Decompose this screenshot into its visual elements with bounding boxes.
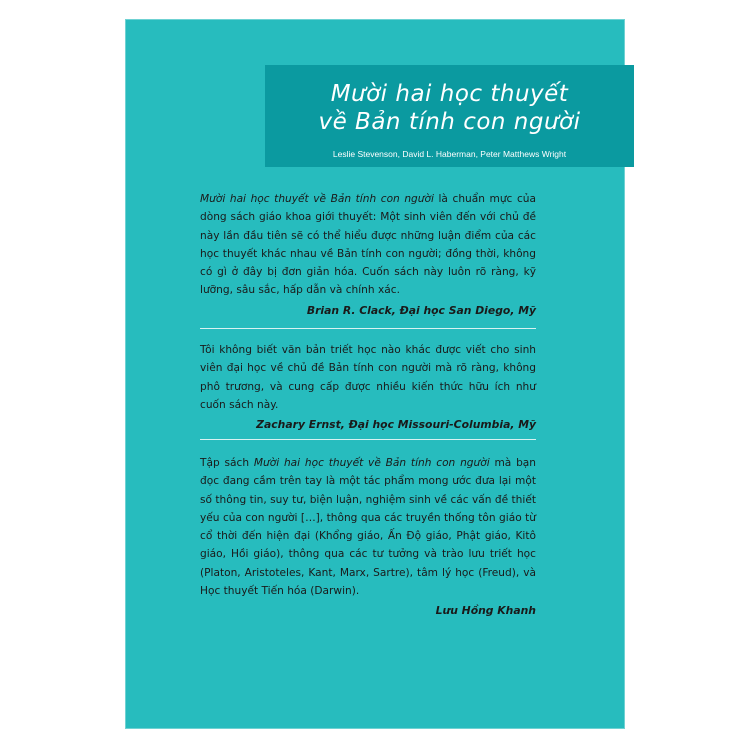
review-quote-2-body: Tôi không biết văn bản triết học nào khác được viết cho sinh viên đại học về chủ đề Bản tính con người mà rõ ràng, không phô trương, và cung cấp được nhiều kiến thức hữu ích như cuốn sách này. [200, 344, 536, 411]
review-quote-2 [200, 341, 536, 434]
book-title-line-1: Mười hai học thuyết [330, 81, 569, 107]
book-back-cover [126, 20, 624, 728]
review-quote-3-body: mà bạn đọc đang cầm trên tay là một tác phẩm mong ước đưa lại một số thông tin, suy tư, biện luận, nghiệm sinh về các vấn đề thiết yếu của con người […], thông qua các truyền thống tôn giáo từ cổ thời đến hiện đại (Khổng giáo, Ấn Độ giáo, Phật giáo, Kitô giáo, Hồi giáo), thông qua các tư tưởng và trào lưu triết học (Platon, Aristoteles, Kant, Marx, Sartre), tâm lý học (Freud), và Học thuyết Tiến hóa (Darwin). [200, 457, 537, 598]
book-title-italic: Mười hai học thuyết về Bản tính con người [200, 193, 434, 205]
review-quote-3-intro: Tập sách [200, 457, 254, 469]
review-quote-1-body: là chuẩn mực của dòng sách giáo khoa giới thuyết: Một sinh viên đến với chủ đề này lần đầu tiên sẽ có thể hiểu được những luận điểm của các học thuyết khác nhau về Bản tính con người; đồng thời, không có gì ở đây bị đơn giản hóa. Cuốn sách này luôn rõ ràng, kỹ lưỡng, sâu sắc, hấp dẫn và chính xác. [200, 193, 536, 297]
title-box [265, 65, 634, 167]
review-quote-3-attribution: Lưu Hồng Khanh [435, 604, 536, 618]
review-quote-1-text [200, 190, 536, 300]
book-title-line-2: về Bản tính con người [318, 109, 581, 135]
divider-1 [200, 328, 536, 329]
review-quote-2-attribution: Zachary Ernst, Đại học Missouri-Columbia, Mỹ [256, 418, 536, 432]
review-quote-1-attribution: Brian R. Clack, Đại học San Diego, Mỹ [306, 303, 536, 317]
review-quote-1 [200, 190, 536, 320]
book-title-italic: Mười hai học thuyết về Bản tính con người [253, 457, 490, 469]
divider-2 [200, 439, 536, 440]
review-quote-3-text [200, 454, 536, 600]
review-quote-3 [200, 454, 536, 621]
book-authors: Leslie Stevenson, David L. Haberman, Peter Matthews Wright [332, 149, 567, 159]
